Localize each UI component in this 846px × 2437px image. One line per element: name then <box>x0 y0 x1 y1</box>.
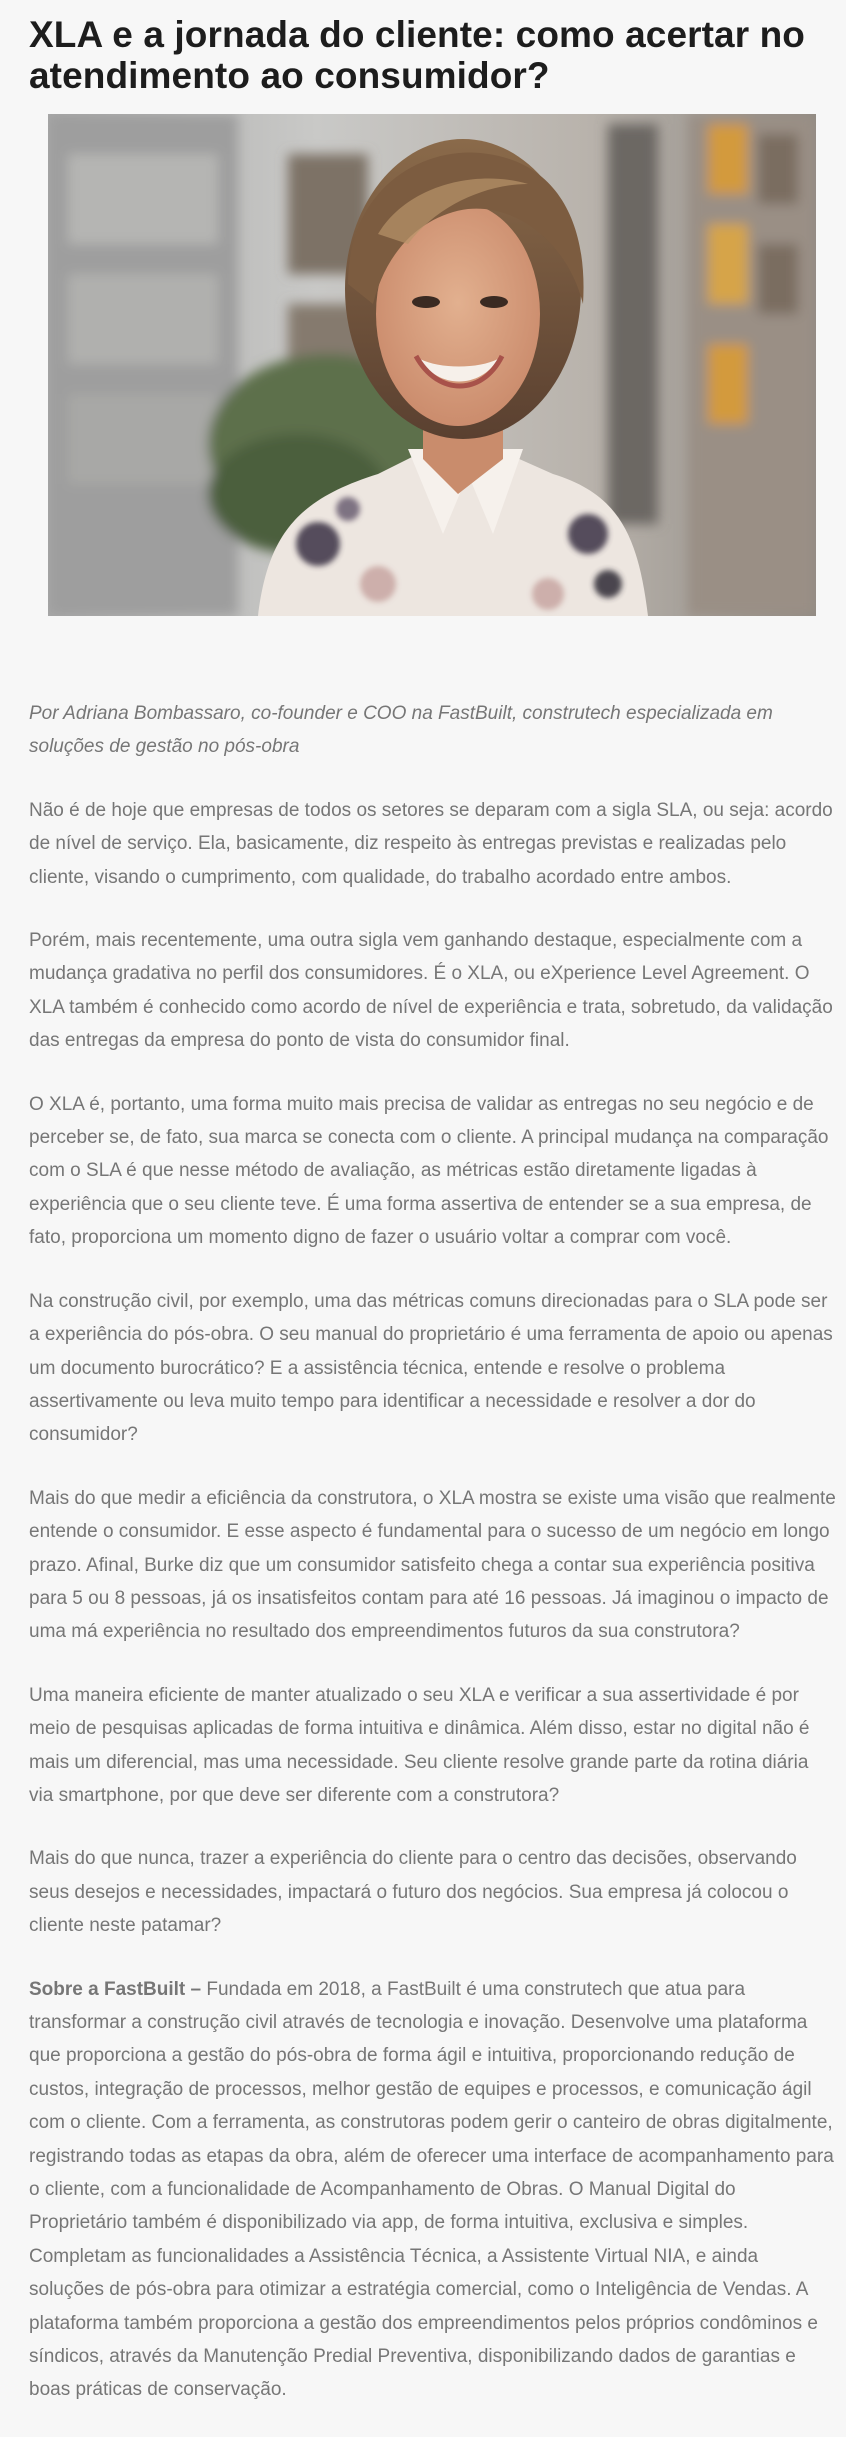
about-text: Fundada em 2018, a FastBuilt é uma construtech que atua para transformar a construção civil através de tecnologia e inovação. Desenvolve uma plataforma que proporciona a gestão do pós-obra de forma ágil e intuitiva, proporcionando redução de custos, integração de processos, melhor gestão de equipes e processos, e comunicação ágil com o cliente. Com a ferramenta, as construtoras podem gerir o canteiro de obras digitalmente, registrando todas as etapas da obra, além de oferecer uma interface de acompanhamento para o cliente, com a funcionalidade de Acompanhamento de Obras. O Manual Digital do Proprietário também é disponibilizado via app, de forma intuitiva, exclusiva e simples. Completam as funcionalidades a Assistência Técnica, a Assistente Virtual NIA, e ainda soluções de pós-obra para otimizar a estratégia comercial, como o Inteligência de Vendas. A plataforma também proporciona a gestão dos empreendimentos pelos próprios condôminos e síndicos, através da Manutenção Predial Preventiva, disponibilizando dados de garantias e boas práticas de conservação. <box>29 1978 834 2401</box>
paragraph-xla-precision: O XLA é, portanto, uma forma muito mais precisa de validar as entregas no seu negócio e de perceber se, de fato, sua marca se conecta com o cliente. A principal mudança na comparação com o SLA é que nesse método de avaliação, as métricas estão diretamente ligadas à experiência que o seu cliente teve. É uma forma assertiva de entender se a sua empresa, de fato, proporciona um momento digno de fazer o usuário voltar a comprar com você. <box>29 1093 829 1249</box>
article-photo <box>48 114 816 616</box>
paragraph-construction-example: Na construção civil, por exemplo, uma das métricas comuns direcionadas para o SLA pode ser a experiência do pós-obra. O seu manual do proprietário é uma ferramenta de apoio ou apenas um documento burocrático? E a assistência técnica, entende e resolve o problema assertivamente ou leva muito tempo para identificar a necessidade e resolver a dor do consumidor? <box>29 1290 833 1446</box>
paragraph-sla-intro: Não é de hoje que empresas de todos os setores se deparam com a sigla SLA, ou seja: acordo de nível de serviço. Ela, basicamente, diz respeito às entregas previstas e realizadas pelo cliente, visando o cumprimento, com qualidade, do trabalho acordado entre ambos. <box>29 799 833 888</box>
paragraph-about-fastbuilt <box>29 1973 837 2407</box>
paragraph-conclusion: Mais do que nunca, trazer a experiência do cliente para o centro das decisões, observando seus desejos e necessidades, impactará o futuro dos negócios. Sua empresa já colocou o cliente neste patamar? <box>29 1848 797 1937</box>
paragraph-xla-definition: Porém, mais recentemente, uma outra sigla vem ganhando destaque, especialmente com a mudança gradativa no perfil dos consumidores. É o XLA, ou eXperience Level Agreement. O XLA também é conhecido como acordo de nível de experiência e trata, sobretudo, da validação das entregas da empresa do ponto de vista do consumidor final. <box>29 930 833 1052</box>
about-heading: Sobre a FastBuilt – <box>29 1978 202 2000</box>
article-title: XLA e a jornada do cliente: como acertar no atendimento ao consumidor? <box>29 14 806 96</box>
paragraph-consumer-vision: Mais do que medir a eficiência da construtora, o XLA mostra se existe uma visão que realmente entende o consumidor. E esse aspecto é fundamental para o sucesso de um negócio em longo prazo. Afinal, Burke diz que um consumidor satisfeito chega a contar sua experiência positiva para 5 ou 8 pessoas, já os insatisfeitos contam para até 16 pessoas. Já imaginou o impacto de uma má experiência no resultado dos empreendimentos futuros da sua construtora? <box>29 1487 836 1643</box>
paragraph-surveys: Uma maneira eficiente de manter atualizado o seu XLA e verificar a sua assertividade é por meio de pesquisas aplicadas de forma intuitiva e dinâmica. Além disso, estar no digital não é mais um diferencial, mas uma necessidade. Seu cliente resolve grande parte da rotina diária via smartphone, por que deve ser diferente com a construtora? <box>29 1684 810 1806</box>
article-body <box>29 697 837 2437</box>
article-byline: Por Adriana Bombassaro, co-founder e COO na FastBuilt, construtech especializada em soluções de gestão no pós-obra <box>29 703 773 758</box>
portrait-photo-illustration <box>48 114 816 616</box>
